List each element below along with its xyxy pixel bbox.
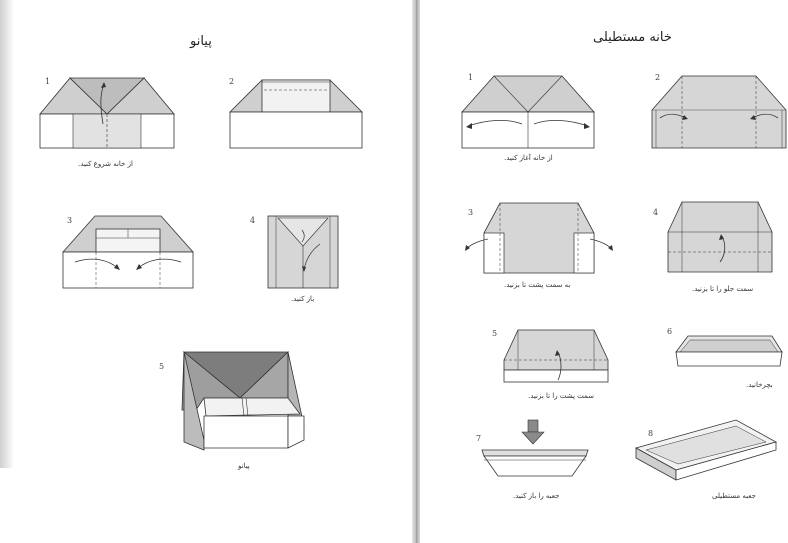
step-number: 3: [67, 216, 73, 225]
step-caption: به سمت پشت تا بزنید.: [504, 281, 571, 289]
box-step-1-diagram: [462, 76, 594, 148]
box-step-7-diagram: [482, 420, 588, 480]
step-number: 5: [159, 362, 165, 371]
box-step-5-diagram: [504, 330, 608, 384]
step-caption: بچرخانید.: [746, 381, 773, 389]
step-caption: جعبه را باز کنید.: [513, 492, 560, 500]
piano-step-5-diagram: [182, 350, 307, 452]
step-number: 6: [667, 327, 673, 336]
step-number: 2: [229, 77, 235, 86]
page-title-piano: پیانو: [190, 34, 212, 49]
step-number: 4: [250, 216, 256, 225]
step-number: 7: [476, 434, 482, 443]
step-caption: پیانو: [238, 462, 250, 470]
box-step-4-diagram: [668, 202, 772, 272]
step-number: 5: [492, 329, 498, 338]
box-step-2-diagram: [652, 76, 786, 148]
step-caption: از خانه آغاز کنید.: [504, 154, 553, 162]
step-number: 4: [653, 208, 659, 217]
step-number: 1: [468, 73, 474, 82]
piano-step-2-diagram: [230, 80, 362, 148]
step-number: 8: [648, 429, 654, 438]
step-number: 1: [45, 77, 51, 86]
step-caption: جعبه مستطیلی: [712, 492, 756, 500]
box-step-3-diagram: [464, 203, 614, 273]
piano-step-4-diagram: [268, 216, 338, 288]
step-number: 2: [655, 73, 661, 82]
piano-step-3-diagram: [63, 216, 193, 288]
page-title-rectangular-box: خانه مستطیلی: [593, 30, 672, 45]
step-caption: از خانه شروع کنید.: [78, 160, 133, 168]
step-number: 3: [468, 208, 474, 217]
step-caption: سمت پشت را تا بزنید.: [528, 392, 594, 400]
step-caption: سمت جلو را تا بزنید.: [692, 285, 754, 293]
right-page: [420, 0, 788, 543]
step-caption: باز کنید.: [291, 295, 315, 303]
piano-step-1-diagram: [40, 76, 174, 148]
box-step-8-diagram: [636, 420, 776, 482]
page-edge-shadow: [0, 0, 14, 468]
box-step-6-diagram: [676, 336, 782, 370]
